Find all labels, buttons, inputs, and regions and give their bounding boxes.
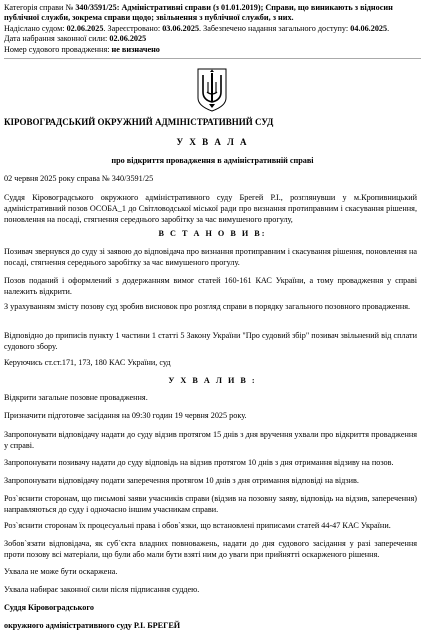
guided-by-line: Керуючись ст.ст.171, 173, 180 КАС України, суд	[4, 358, 171, 367]
sent-date: 02.06.2025	[66, 23, 104, 33]
header-divider	[4, 58, 421, 59]
order-10: Ухвала набирає законної сили після підписання суддею.	[4, 585, 200, 594]
sent-label: Надіслано судом:	[4, 23, 67, 33]
document-subtitle: про відкриття провадження в адміністративній справі	[111, 156, 314, 165]
access-date: 04.06.2025	[350, 23, 388, 33]
order-5: Запропонувати відповідачу подати заперечення протягом 10 днів з дня отримання відповіді на відзив.	[4, 476, 359, 485]
case-category-line	[4, 3, 421, 13]
case-category-line-2	[4, 13, 421, 23]
registered-date: 03.06.2025	[162, 23, 200, 33]
dates-line	[4, 24, 421, 34]
case-category-value-2: публічної служби, зокрема справи щодо; звільнення з публічної служби, з них.	[4, 13, 294, 23]
signature-line-2: окружного адміністративного суду Р.І. БРЕГЕЙ	[4, 621, 181, 630]
proceeding-number-line	[4, 45, 421, 55]
order-3: Запропонувати відповідачу надати до суду відзив протягом 15 днів з дня вручення ухвали про відкриття провадження у справі.	[4, 430, 417, 450]
effective-date-line	[4, 34, 421, 44]
document-title: У Х В А Л А	[176, 137, 249, 147]
established-paragraph-1: Позивач звернувся до суду зі заявою до відповідача про визнання протиправним і скасування рішення, поновлення на посаді, стягнення середнього заробітку за час вимушеного прогулу.	[4, 247, 417, 267]
order-2: Призначити підготовче засідання на 09:30 годин 19 червня 2025 року.	[4, 411, 247, 420]
effective-date-label: Дата набрання законної сили:	[4, 34, 110, 44]
case-category-label: Категорія справи №	[4, 3, 76, 12]
established-paragraph-2: Позов поданий і оформлений з додержанням вимог статей 160-161 КАС України, а тому провадження у справі належить відкрити.	[4, 276, 417, 296]
case-category-value: 340/3591/25: Адміністративні справи (з 01.01.2019); Справи, що виникають з відносин	[75, 3, 393, 12]
established-paragraph-4: Відповідно до приписів пункту 1 частини 1 статті 5 Закону України "Про судовий збір" позивач звільнений від сплати судового збору.	[4, 331, 417, 351]
dates-end: .	[387, 23, 390, 33]
established-heading: В С Т А Н О В И В:	[158, 229, 267, 238]
case-metadata	[4, 3, 421, 55]
order-7: Роз`яснити сторонам їх процесуальні права і обов`язки, що встановлені приписами статей 44-47 КАС України.	[4, 521, 391, 530]
effective-date: 02.06.2025	[109, 34, 147, 44]
proceeding-number-label: Номер судового провадження:	[4, 44, 112, 54]
access-label: . Забезпечено надання загального доступу:	[199, 23, 351, 33]
established-paragraph-3: З урахуванням змісту позову суд зробив висновок про розгляд справи в порядку загального позовного провадження.	[4, 302, 411, 311]
registered-label: . Зареєстровано:	[103, 23, 163, 33]
order-1: Відкрити загальне позовне провадження.	[4, 393, 148, 402]
coat-of-arms-trident-icon	[197, 68, 227, 112]
order-8: Зобов`язати відповідача, як суб`єкта владних повноважень, надати до дня судового засідання у разі заперечення проти позову всі матеріали, що були або мали бути взяті ним до уваги при прийнятті оскарженого рішення.	[4, 539, 417, 559]
order-4: Запропонувати позивачу надати до суду відповідь на відзив протягом 10 днів з дня отримання відзиву на позов.	[4, 458, 394, 467]
signature-line-1: Суддя Кіровоградського	[4, 603, 94, 612]
date-and-case-number: 02 червня 2025 року справа № 340/3591/25	[4, 174, 154, 183]
decided-heading: У Х В А Л И В :	[168, 376, 257, 385]
proceeding-number: не визначено	[111, 44, 160, 54]
order-6: Роз`яснити сторонам, що письмові заяви учасників справи (відзив на позовну заяву, відповідь на відзив, заперечення) направляються до суду і одночасно іншим учасникам справи.	[4, 494, 417, 514]
order-9: Ухвала не може бути оскаржена.	[4, 567, 118, 576]
court-name: КІРОВОГРАДСЬКИЙ ОКРУЖНИЙ АДМІНІСТРАТИВНИЙ СУД	[4, 117, 274, 127]
intro-paragraph: Суддя Кіровоградського окружного адміністративного суду Брегей Р.І., розглянувши у м.Кропивницький адміністративний позов ОСОБА_1 до Світловодської міської ради про визнання протиправним і скасування рішення, поновлення на посаді, стягнення середнього заробітку за час вимушеного прогулу,	[4, 193, 417, 224]
